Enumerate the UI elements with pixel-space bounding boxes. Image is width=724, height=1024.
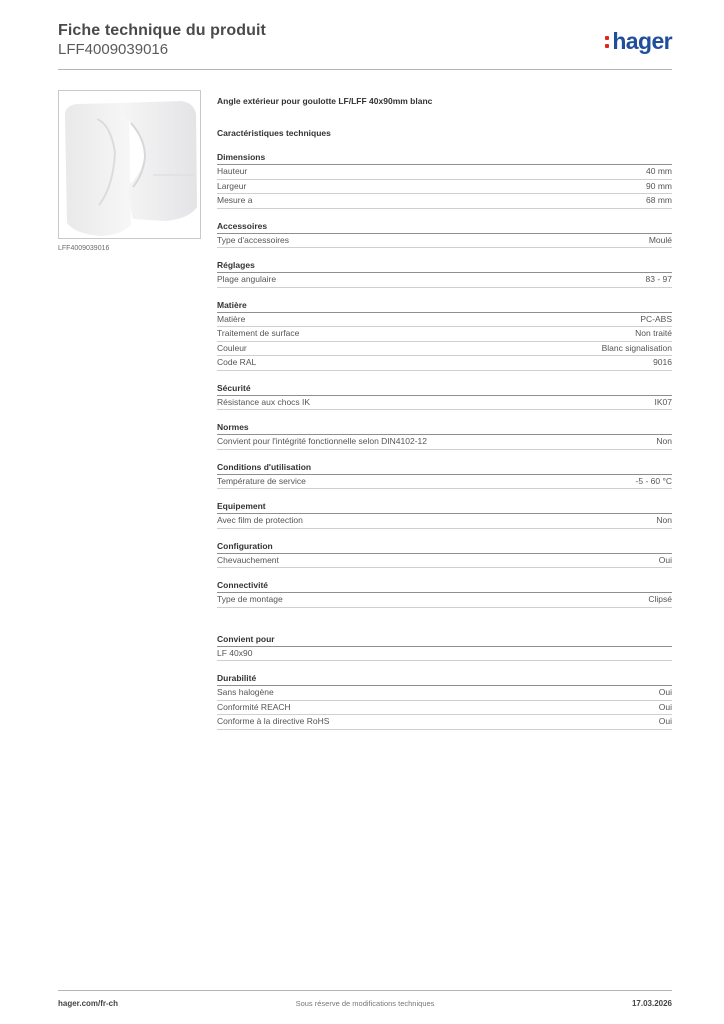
spec-label: Température de service	[217, 475, 306, 486]
spec-section	[217, 383, 672, 411]
spec-section	[217, 260, 672, 288]
spec-label: Couleur	[217, 342, 247, 353]
characteristics-sections	[217, 152, 672, 730]
spec-value: 68 mm	[646, 195, 672, 205]
hager-logo	[605, 28, 672, 55]
spec-row	[217, 475, 672, 490]
section-title: Durabilité	[217, 673, 672, 686]
section-title: Connectivité	[217, 580, 672, 593]
section-title: Normes	[217, 422, 672, 435]
spec-label: Mesure a	[217, 195, 253, 205]
spec-value: Non	[656, 515, 672, 525]
spec-row	[217, 715, 672, 730]
spec-row	[217, 514, 672, 529]
spec-section	[217, 673, 672, 730]
page-footer	[58, 990, 672, 1012]
spec-label: Avec film de protection	[217, 515, 303, 525]
spec-row	[217, 435, 672, 450]
spec-value: Oui	[658, 701, 672, 712]
spec-label: Hauteur	[217, 166, 248, 176]
image-caption: LFF4009039016	[58, 245, 110, 252]
section-title: Convient pour	[217, 634, 672, 647]
footer-website: hager.com/fr-ch	[58, 999, 119, 1008]
spec-label: Traitement de surface	[217, 328, 300, 338]
spec-row	[217, 396, 672, 411]
spec-label: Type d'accessoires	[217, 234, 290, 245]
spec-value: Oui	[658, 687, 672, 697]
spec-section	[217, 501, 672, 529]
document-title: Fiche technique du produit	[58, 22, 266, 39]
spec-label: Chevauchement	[217, 554, 279, 565]
spec-row	[217, 342, 672, 357]
product-image-frame	[58, 90, 201, 239]
section-title: Dimensions	[217, 152, 672, 165]
spec-row	[217, 327, 672, 342]
spec-row	[217, 165, 672, 180]
spec-section	[217, 422, 672, 450]
spec-section	[217, 580, 672, 608]
section-title: Configuration	[217, 541, 672, 554]
characteristics-panel	[217, 96, 672, 730]
spec-row	[217, 701, 672, 716]
spec-label: Résistance aux chocs IK	[217, 396, 311, 407]
spec-section	[217, 541, 672, 569]
spec-value: 9016	[653, 357, 672, 367]
spec-value: Moulé	[648, 234, 672, 245]
product-name: Angle extérieur pour goulotte LF/LFF 40x90mm blanc	[217, 96, 433, 106]
spec-value: 40 mm	[646, 166, 672, 176]
logo-text: hager	[612, 28, 672, 54]
section-title: Sécurité	[217, 383, 672, 396]
spec-label: Sans halogène	[217, 687, 274, 697]
spec-value: 83 - 97	[645, 274, 672, 284]
spec-value: 90 mm	[646, 180, 672, 191]
spec-label: LF 40x90	[217, 647, 253, 658]
spec-value: Oui	[658, 716, 672, 726]
spec-row	[217, 234, 672, 249]
section-title: Réglages	[217, 260, 672, 273]
spec-label: Conformité REACH	[217, 701, 291, 712]
page-header	[58, 22, 672, 70]
spec-value: Non traité	[635, 328, 672, 338]
spec-section	[217, 300, 672, 371]
footer-date: 17.03.2026	[631, 999, 672, 1008]
spec-label: Conforme à la directive RoHS	[217, 716, 330, 726]
spec-label: Code RAL	[217, 357, 257, 367]
spec-row	[217, 273, 672, 288]
spec-row	[217, 554, 672, 569]
spec-label: Convient pour l'intégrité fonctionnelle selon DIN4102-12	[217, 436, 428, 446]
spec-row	[217, 194, 672, 209]
section-title: Equipement	[217, 501, 672, 514]
product-photo-icon	[61, 95, 199, 237]
spec-label: Largeur	[217, 180, 247, 191]
spec-value: Oui	[658, 554, 672, 565]
spec-section	[217, 634, 672, 662]
spec-row	[217, 180, 672, 195]
spec-row	[217, 356, 672, 371]
section-title: Conditions d'utilisation	[217, 462, 672, 475]
spec-label: Matière	[217, 313, 246, 324]
product-reference: LFF4009039016	[58, 41, 169, 58]
spec-section	[217, 152, 672, 209]
spec-row	[217, 593, 672, 608]
spec-value: Non	[656, 436, 672, 446]
spec-value: Clipsé	[648, 594, 672, 604]
spec-label: Plage angulaire	[217, 274, 277, 284]
spec-value: Blanc signalisation	[601, 342, 672, 353]
spec-row	[217, 686, 672, 701]
footer-disclaimer: Sous réserve de modifications techniques	[295, 999, 435, 1008]
section-title: Accessoires	[217, 221, 672, 234]
section-title: Matière	[217, 300, 672, 313]
logo-dots-icon	[605, 31, 611, 51]
spec-row	[217, 647, 672, 662]
spec-value: -5 - 60 °C	[635, 475, 672, 486]
characteristics-title: Caractéristiques techniques	[217, 128, 331, 138]
spec-section	[217, 221, 672, 249]
spec-section	[217, 462, 672, 490]
spec-row	[217, 313, 672, 328]
spec-label: Type de montage	[217, 594, 283, 604]
spec-value: PC-ABS	[640, 313, 672, 324]
spec-value: IK07	[654, 396, 672, 407]
